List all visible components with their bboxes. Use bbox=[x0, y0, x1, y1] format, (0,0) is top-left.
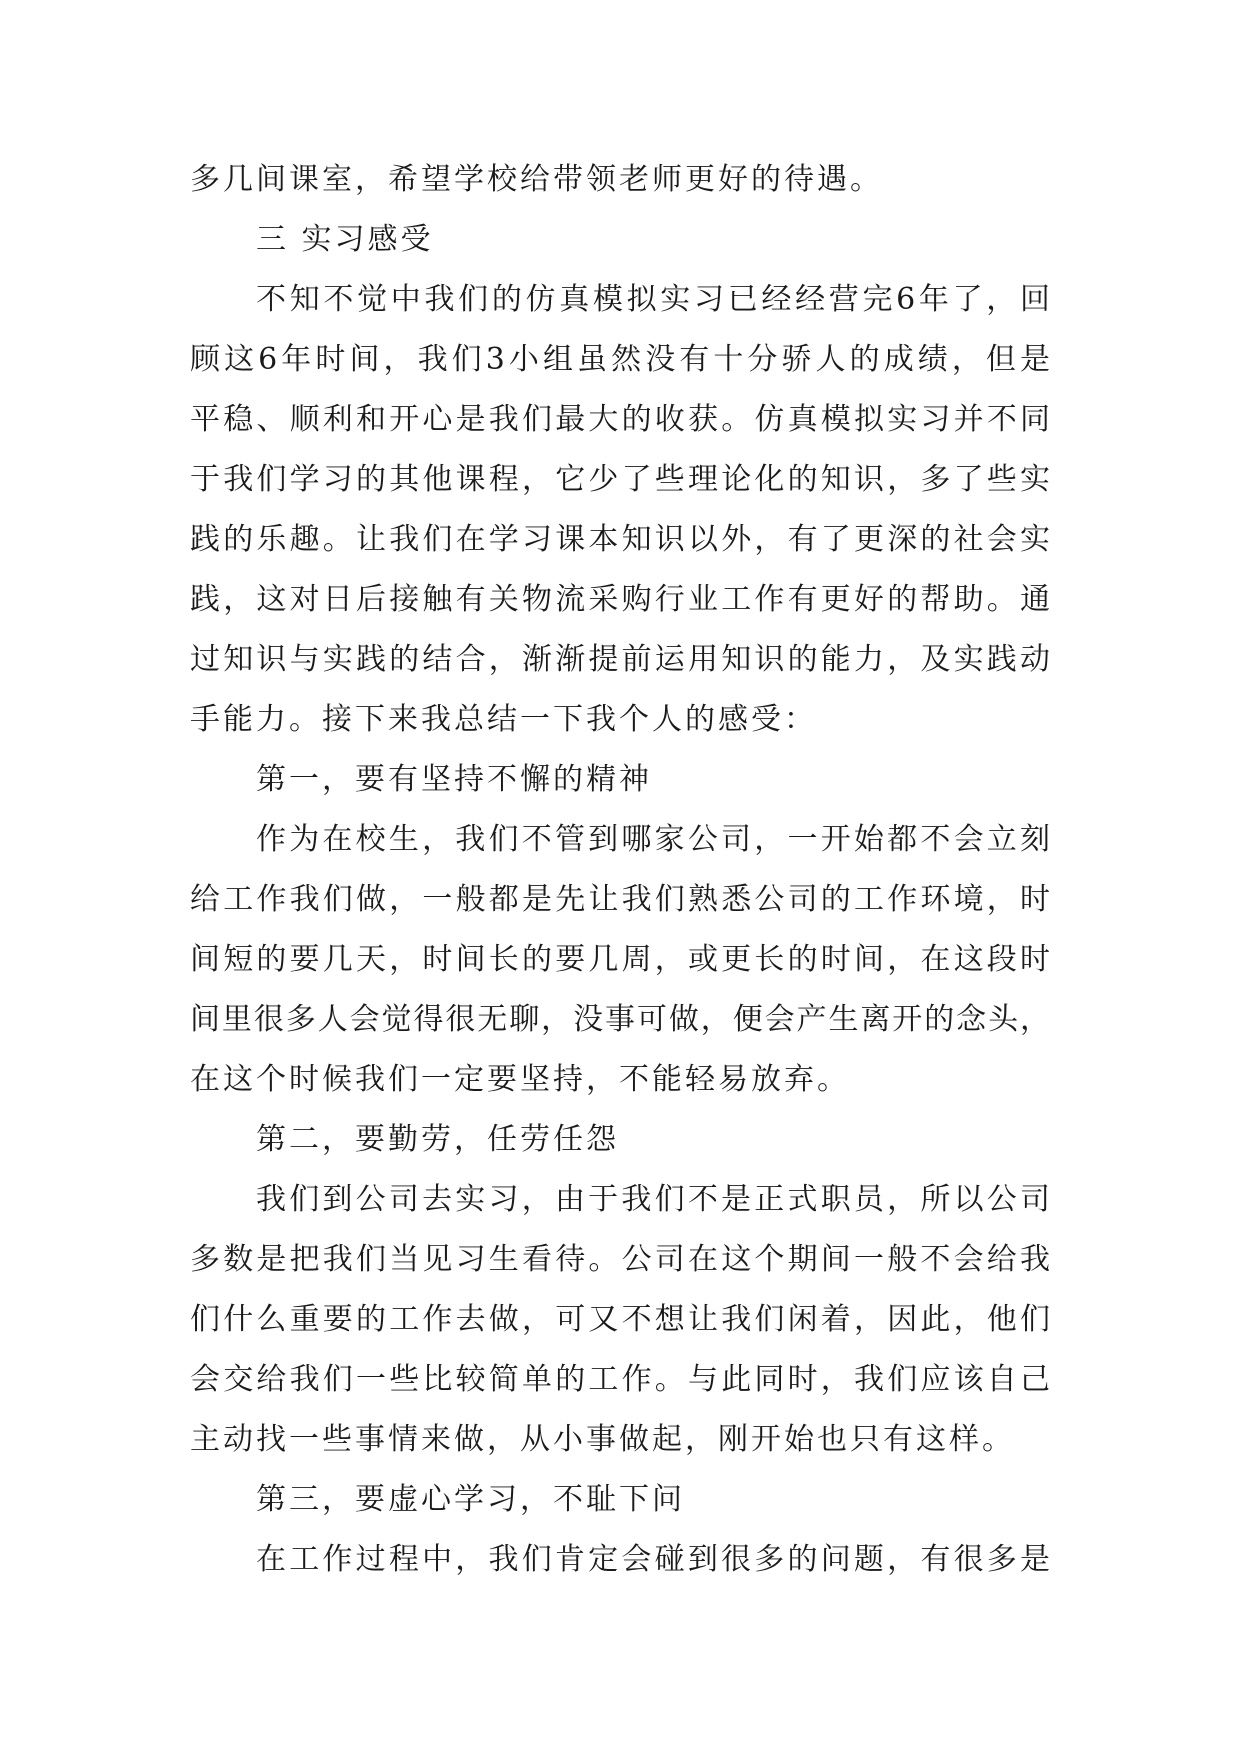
text-line: 多数是把我们当见习生看待。公司在这个期间一般不会给我 bbox=[190, 1242, 1050, 1277]
subheading-line: 第三，要虚心学习，不耻下问 bbox=[256, 1482, 685, 1517]
text-line: 在这个时候我们一定要坚持，不能轻易放弃。 bbox=[190, 1062, 850, 1097]
subheading-line: 第二，要勤劳，任劳任怨 bbox=[256, 1122, 619, 1157]
text-line: 在工作过程中，我们肯定会碰到很多的问题，有很多是 bbox=[256, 1542, 1050, 1577]
text-line: 主动找一些事情来做，从小事做起，刚开始也只有这样。 bbox=[190, 1422, 1015, 1457]
text-line: 多几间课室，希望学校给带领老师更好的待遇。 bbox=[190, 162, 883, 197]
text-line: 践，这对日后接触有关物流采购行业工作有更好的帮助。通 bbox=[190, 582, 1050, 617]
subheading-line: 第一，要有坚持不懈的精神 bbox=[256, 762, 652, 797]
text-line: 我们到公司去实习，由于我们不是正式职员，所以公司 bbox=[256, 1182, 1050, 1217]
text-line: 过知识与实践的结合，渐渐提前运用知识的能力，及实践动 bbox=[190, 642, 1050, 677]
text-line: 手能力。接下来我总结一下我个人的感受： bbox=[190, 702, 817, 737]
text-line: 不知不觉中我们的仿真模拟实习已经经营完6年了，回 bbox=[256, 282, 1050, 317]
text-line: 们什么重要的工作去做，可又不想让我们闲着，因此，他们 bbox=[190, 1302, 1050, 1337]
text-line: 会交给我们一些比较简单的工作。与此同时，我们应该自己 bbox=[190, 1362, 1050, 1397]
text-line: 于我们学习的其他课程，它少了些理论化的知识，多了些实 bbox=[190, 462, 1050, 497]
section-heading: 三 实习感受 bbox=[256, 222, 434, 257]
text-line: 平稳、顺利和开心是我们最大的收获。仿真模拟实习并不同 bbox=[190, 402, 1050, 437]
text-line: 践的乐趣。让我们在学习课本知识以外，有了更深的社会实 bbox=[190, 522, 1050, 557]
text-line: 间里很多人会觉得很无聊，没事可做，便会产生离开的念头， bbox=[190, 1002, 1050, 1037]
document-body bbox=[190, 150, 1050, 1590]
text-line: 顾这6年时间，我们3小组虽然没有十分骄人的成绩，但是 bbox=[190, 342, 1050, 377]
text-line: 间短的要几天，时间长的要几周，或更长的时间，在这段时 bbox=[190, 942, 1050, 977]
text-line: 作为在校生，我们不管到哪家公司，一开始都不会立刻 bbox=[256, 822, 1050, 857]
text-line: 给工作我们做，一般都是先让我们熟悉公司的工作环境，时 bbox=[190, 882, 1050, 917]
